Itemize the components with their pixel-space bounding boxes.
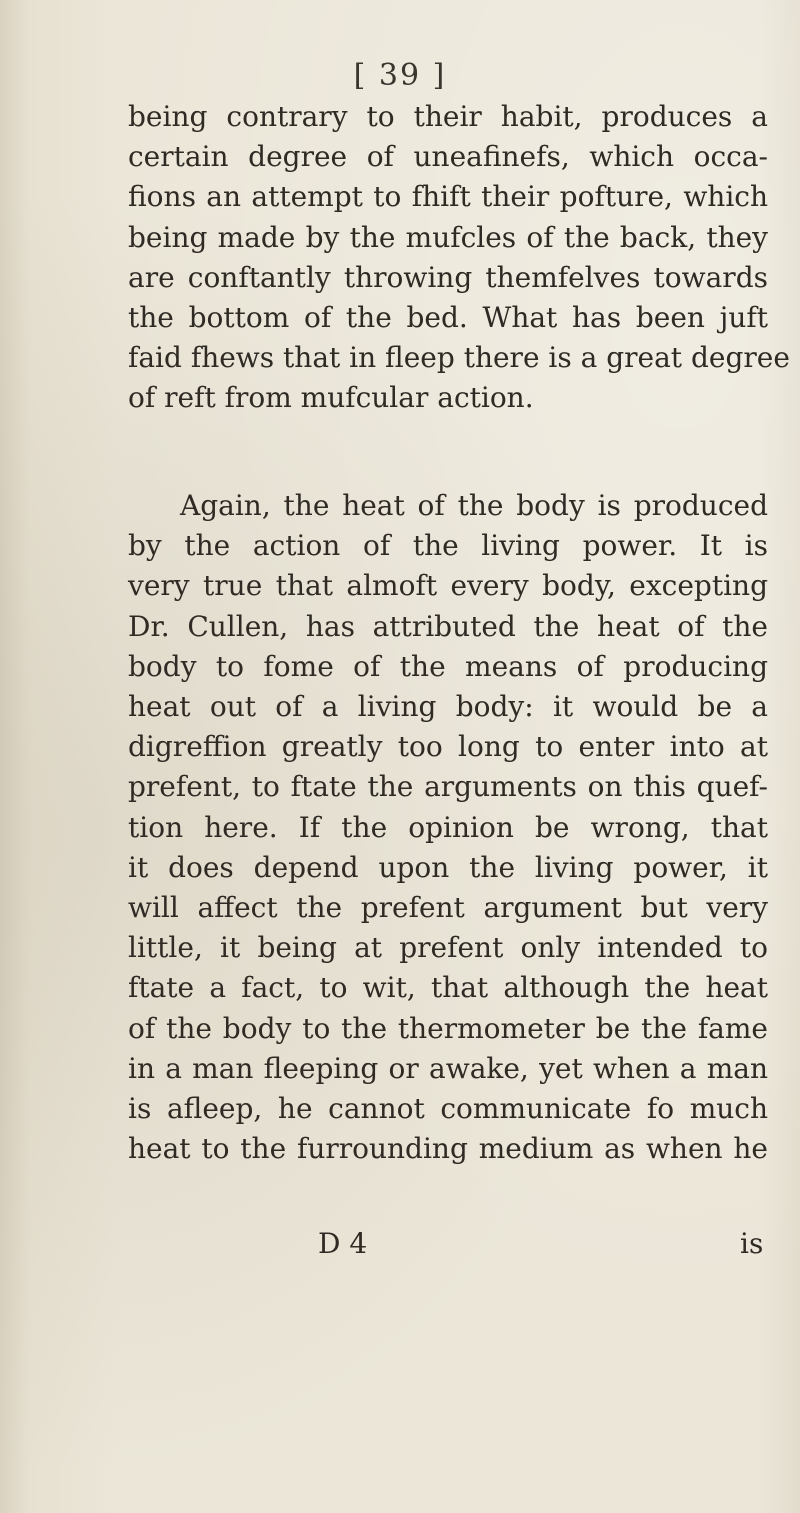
signature-mark: D 4 bbox=[318, 1227, 368, 1260]
text-line: digreffion greatly too long to enter into at bbox=[128, 730, 768, 764]
text-line: heat out of a living body: it would be a bbox=[128, 690, 768, 724]
text-line: body to fome of the means of producing bbox=[128, 649, 768, 683]
page-number: [ 39 ] bbox=[353, 58, 447, 93]
text-line: being contrary to their habit, produces a bbox=[128, 100, 768, 133]
text-line: tion here. If the opinion be wrong, that bbox=[128, 810, 768, 844]
text-line: the bottom of the bed. What has been juft bbox=[128, 301, 768, 335]
text-line: in a man fleeping or awake, yet when a man bbox=[128, 1051, 768, 1085]
text-line: heat to the furrounding medium as when he bbox=[128, 1132, 768, 1166]
text-line: by the action of the living power. It is bbox=[128, 529, 768, 563]
text-line: Again, the heat of the body is produced bbox=[180, 489, 768, 522]
text-line: ftate a fact, to wit, that although the heat bbox=[128, 971, 768, 1005]
text-line: Dr. Cullen, has attributed the heat of the bbox=[128, 609, 768, 643]
catchword: is bbox=[740, 1227, 764, 1260]
text-line: of the body to the thermometer be the fame bbox=[128, 1011, 768, 1045]
text-line: of reft from mufcular action. bbox=[128, 381, 534, 415]
text-line: being made by the mufcles of the back, they bbox=[128, 220, 768, 254]
page-footer bbox=[0, 1227, 800, 1267]
text-line: will affect the prefent argument but very bbox=[128, 891, 768, 925]
text-line: certain degree of uneafinefs, which occa- bbox=[128, 140, 768, 174]
paragraph-2 bbox=[128, 486, 768, 1169]
text-line: it does depend upon the living power, it bbox=[128, 850, 768, 884]
text-line: prefent, to ftate the arguments on this quef- bbox=[128, 770, 768, 804]
text-line: very true that almoft every body, excepting bbox=[128, 569, 768, 603]
text-line: is afleep, he cannot communicate fo much bbox=[128, 1092, 768, 1126]
text-line: little, it being at prefent only intended to bbox=[128, 931, 768, 965]
text-line: faid fhews that in fleep there is a great degree bbox=[128, 341, 790, 375]
text-line: fions an attempt to fhift their pofture, which bbox=[128, 180, 768, 214]
text-line: are conftantly throwing themfelves towards bbox=[128, 260, 768, 294]
paragraph-1 bbox=[128, 97, 790, 419]
